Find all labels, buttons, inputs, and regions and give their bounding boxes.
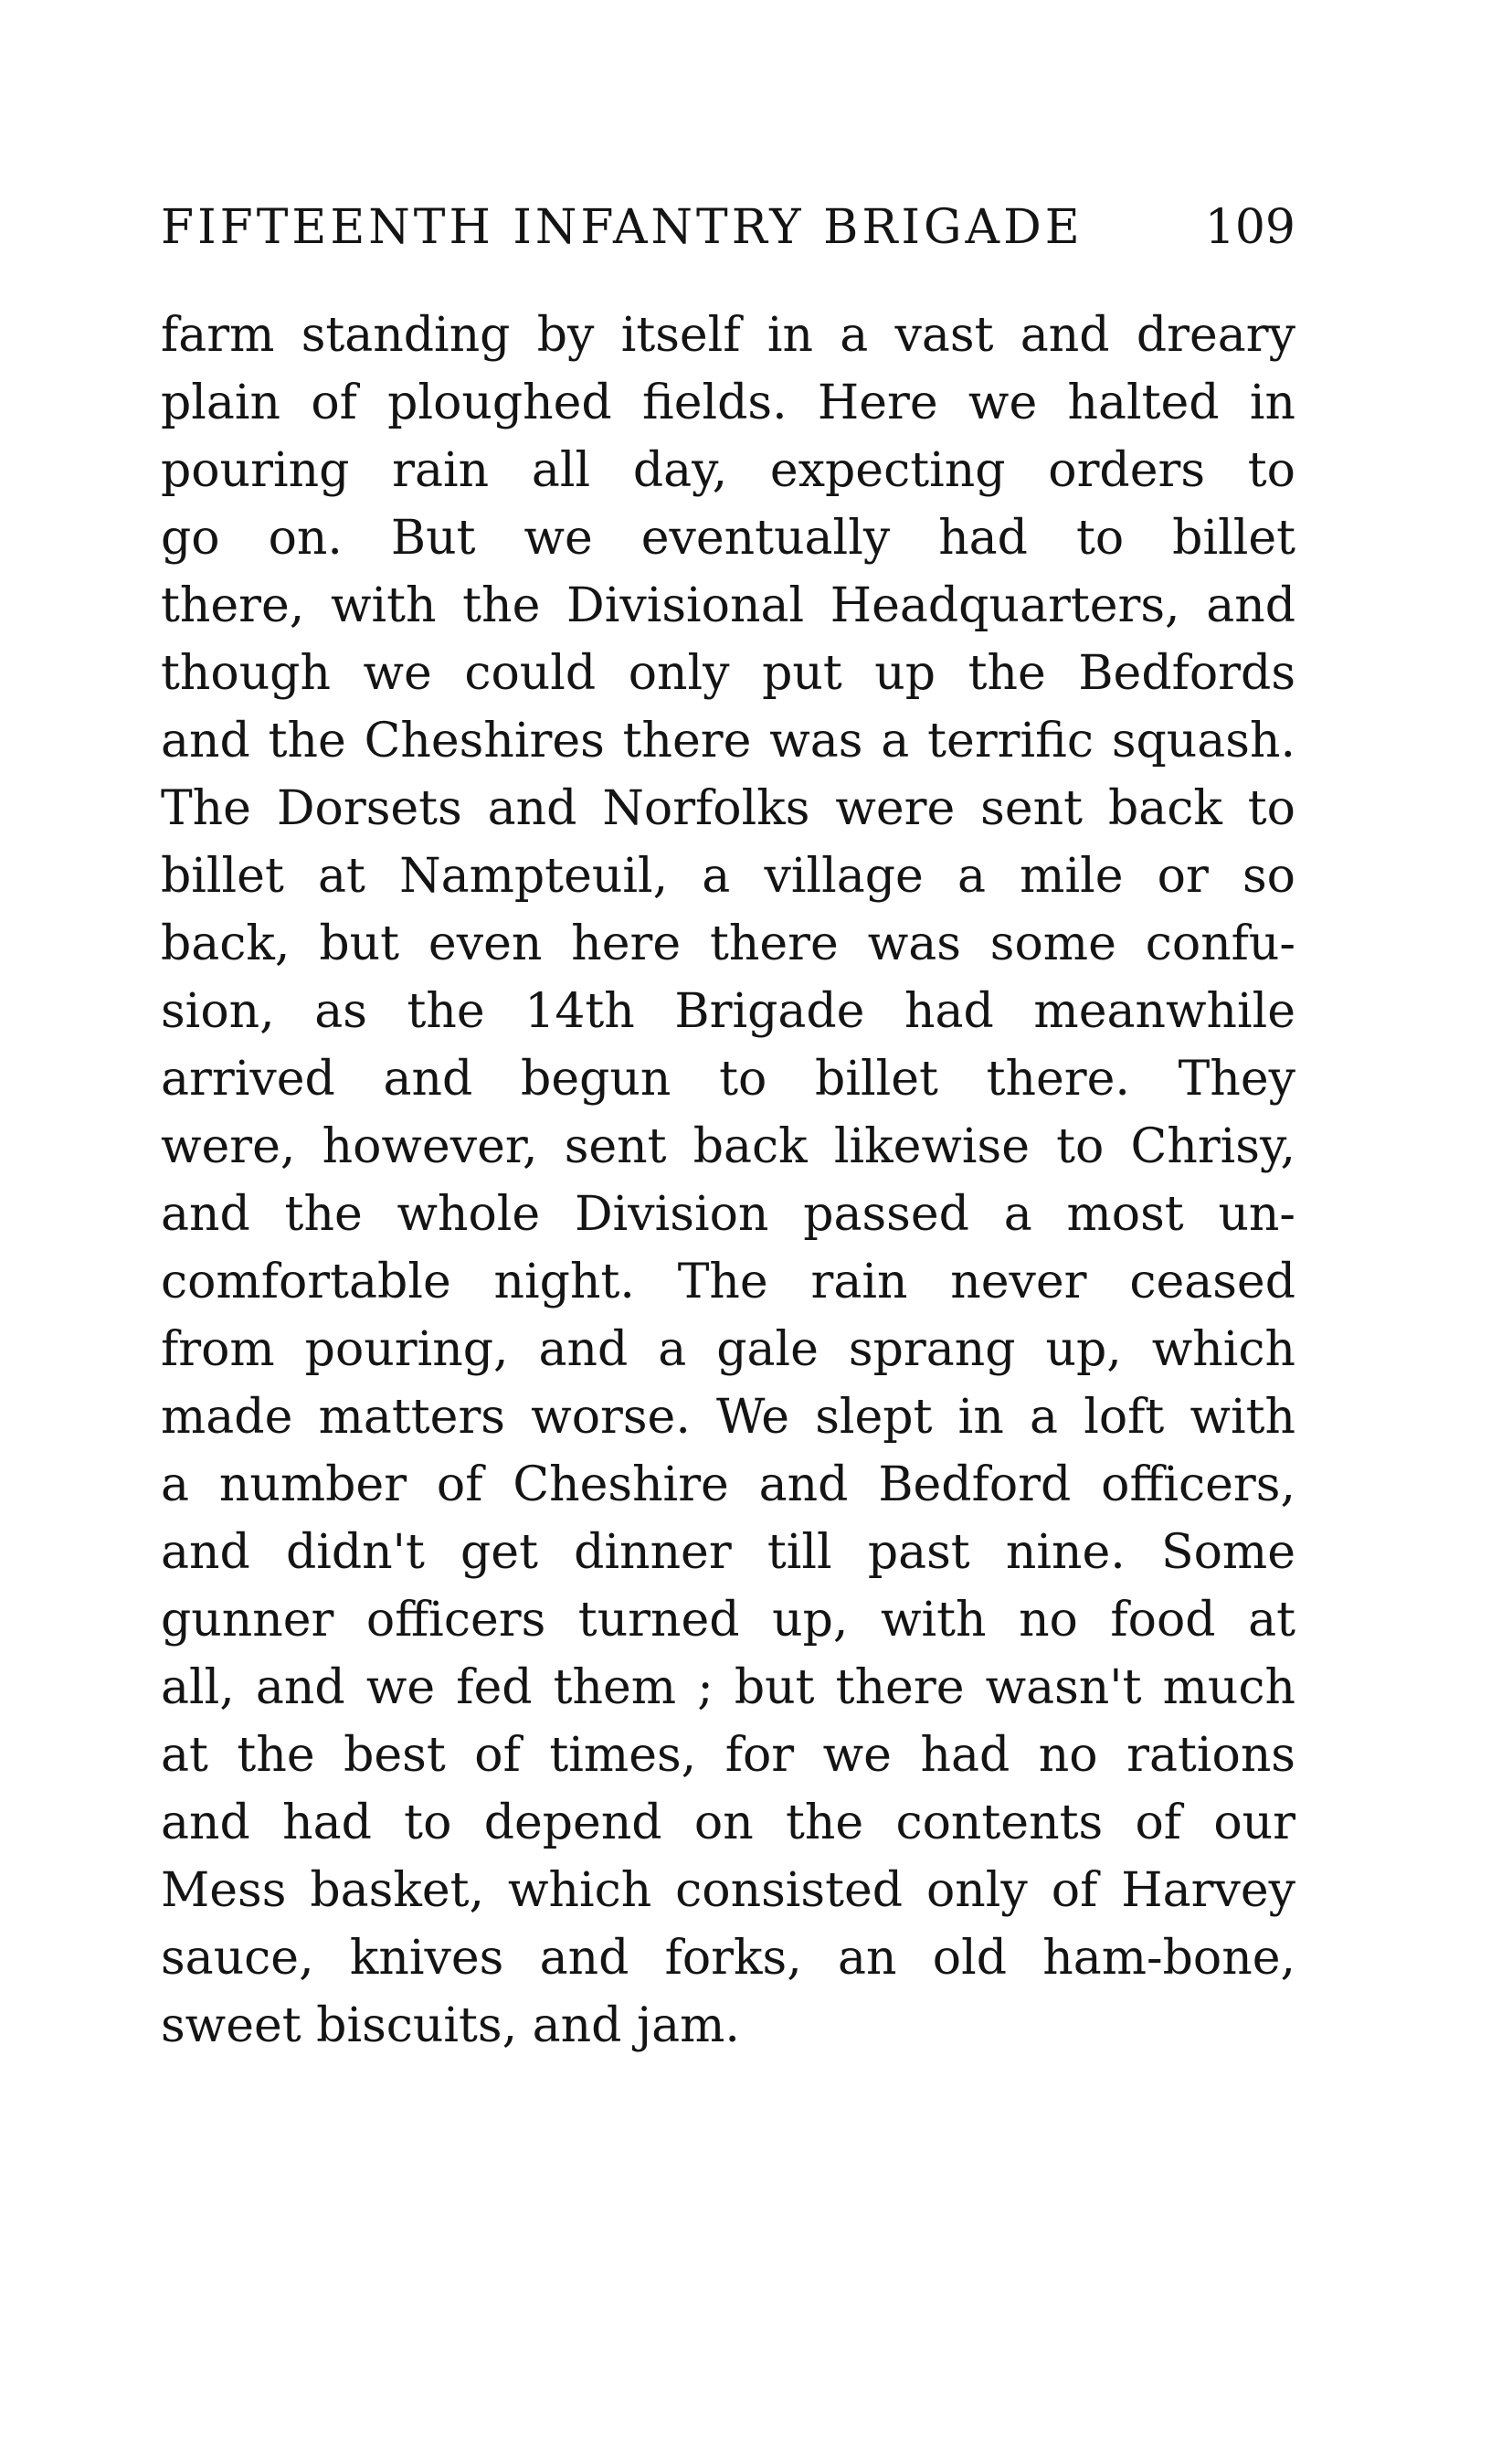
text-line: were, however, sent back likewise to Chrisy, [161,1119,1295,1174]
text-line: Mess basket, which consisted only of Harvey [161,1863,1295,1918]
text-line: made matters worse. We slept in a loft with [161,1390,1295,1445]
page-number: 109 [1204,200,1295,255]
text-line: and didn't get dinner till past nine. Some [161,1525,1295,1580]
text-line: from pouring, and a gale sprang up, which [161,1322,1295,1377]
text-line: all, and we fed them ; but there wasn't much [161,1660,1295,1715]
text-line: sauce, knives and forks, an old ham-bone, [161,1931,1295,1986]
text-line: a number of Cheshire and Bedford officers, [161,1457,1295,1512]
text-line: and the whole Division passed a most un- [161,1187,1295,1242]
text-line: go on. But we eventually had to billet [161,511,1295,566]
running-head [161,188,1295,267]
text-line: billet at Nampteuil, a village a mile or so [161,849,1295,904]
text-line: there, with the Divisional Headquarters, and [161,578,1295,633]
text-line: and had to depend on the contents of our [161,1796,1295,1850]
text-line: plain of ploughed fields. Here we halted in [161,376,1295,430]
text-line: The Dorsets and Norfolks were sent back to [161,781,1295,836]
text-line: and the Cheshires there was a terrific squash. [161,714,1295,768]
text-line: at the best of times, for we had no rations [161,1728,1295,1783]
text-line: sion, as the 14th Brigade had meanwhile [161,984,1295,1039]
text-line: sweet biscuits, and jam. [161,1998,740,2053]
text-line: pouring rain all day, expecting orders to [161,443,1295,498]
text-line: gunner officers turned up, with no food at [161,1593,1295,1648]
running-title: FIFTEENTH INFANTRY BRIGADE [161,200,1084,255]
text-line: farm standing by itself in a vast and dreary [161,308,1295,363]
text-line: though we could only put up the Bedfords [161,646,1295,701]
text-line: comfortable night. The rain never ceased [161,1255,1295,1309]
body-text [161,302,1295,2060]
text-line: back, but even here there was some confu- [161,917,1295,971]
text-line: arrived and begun to billet there. They [161,1052,1295,1107]
